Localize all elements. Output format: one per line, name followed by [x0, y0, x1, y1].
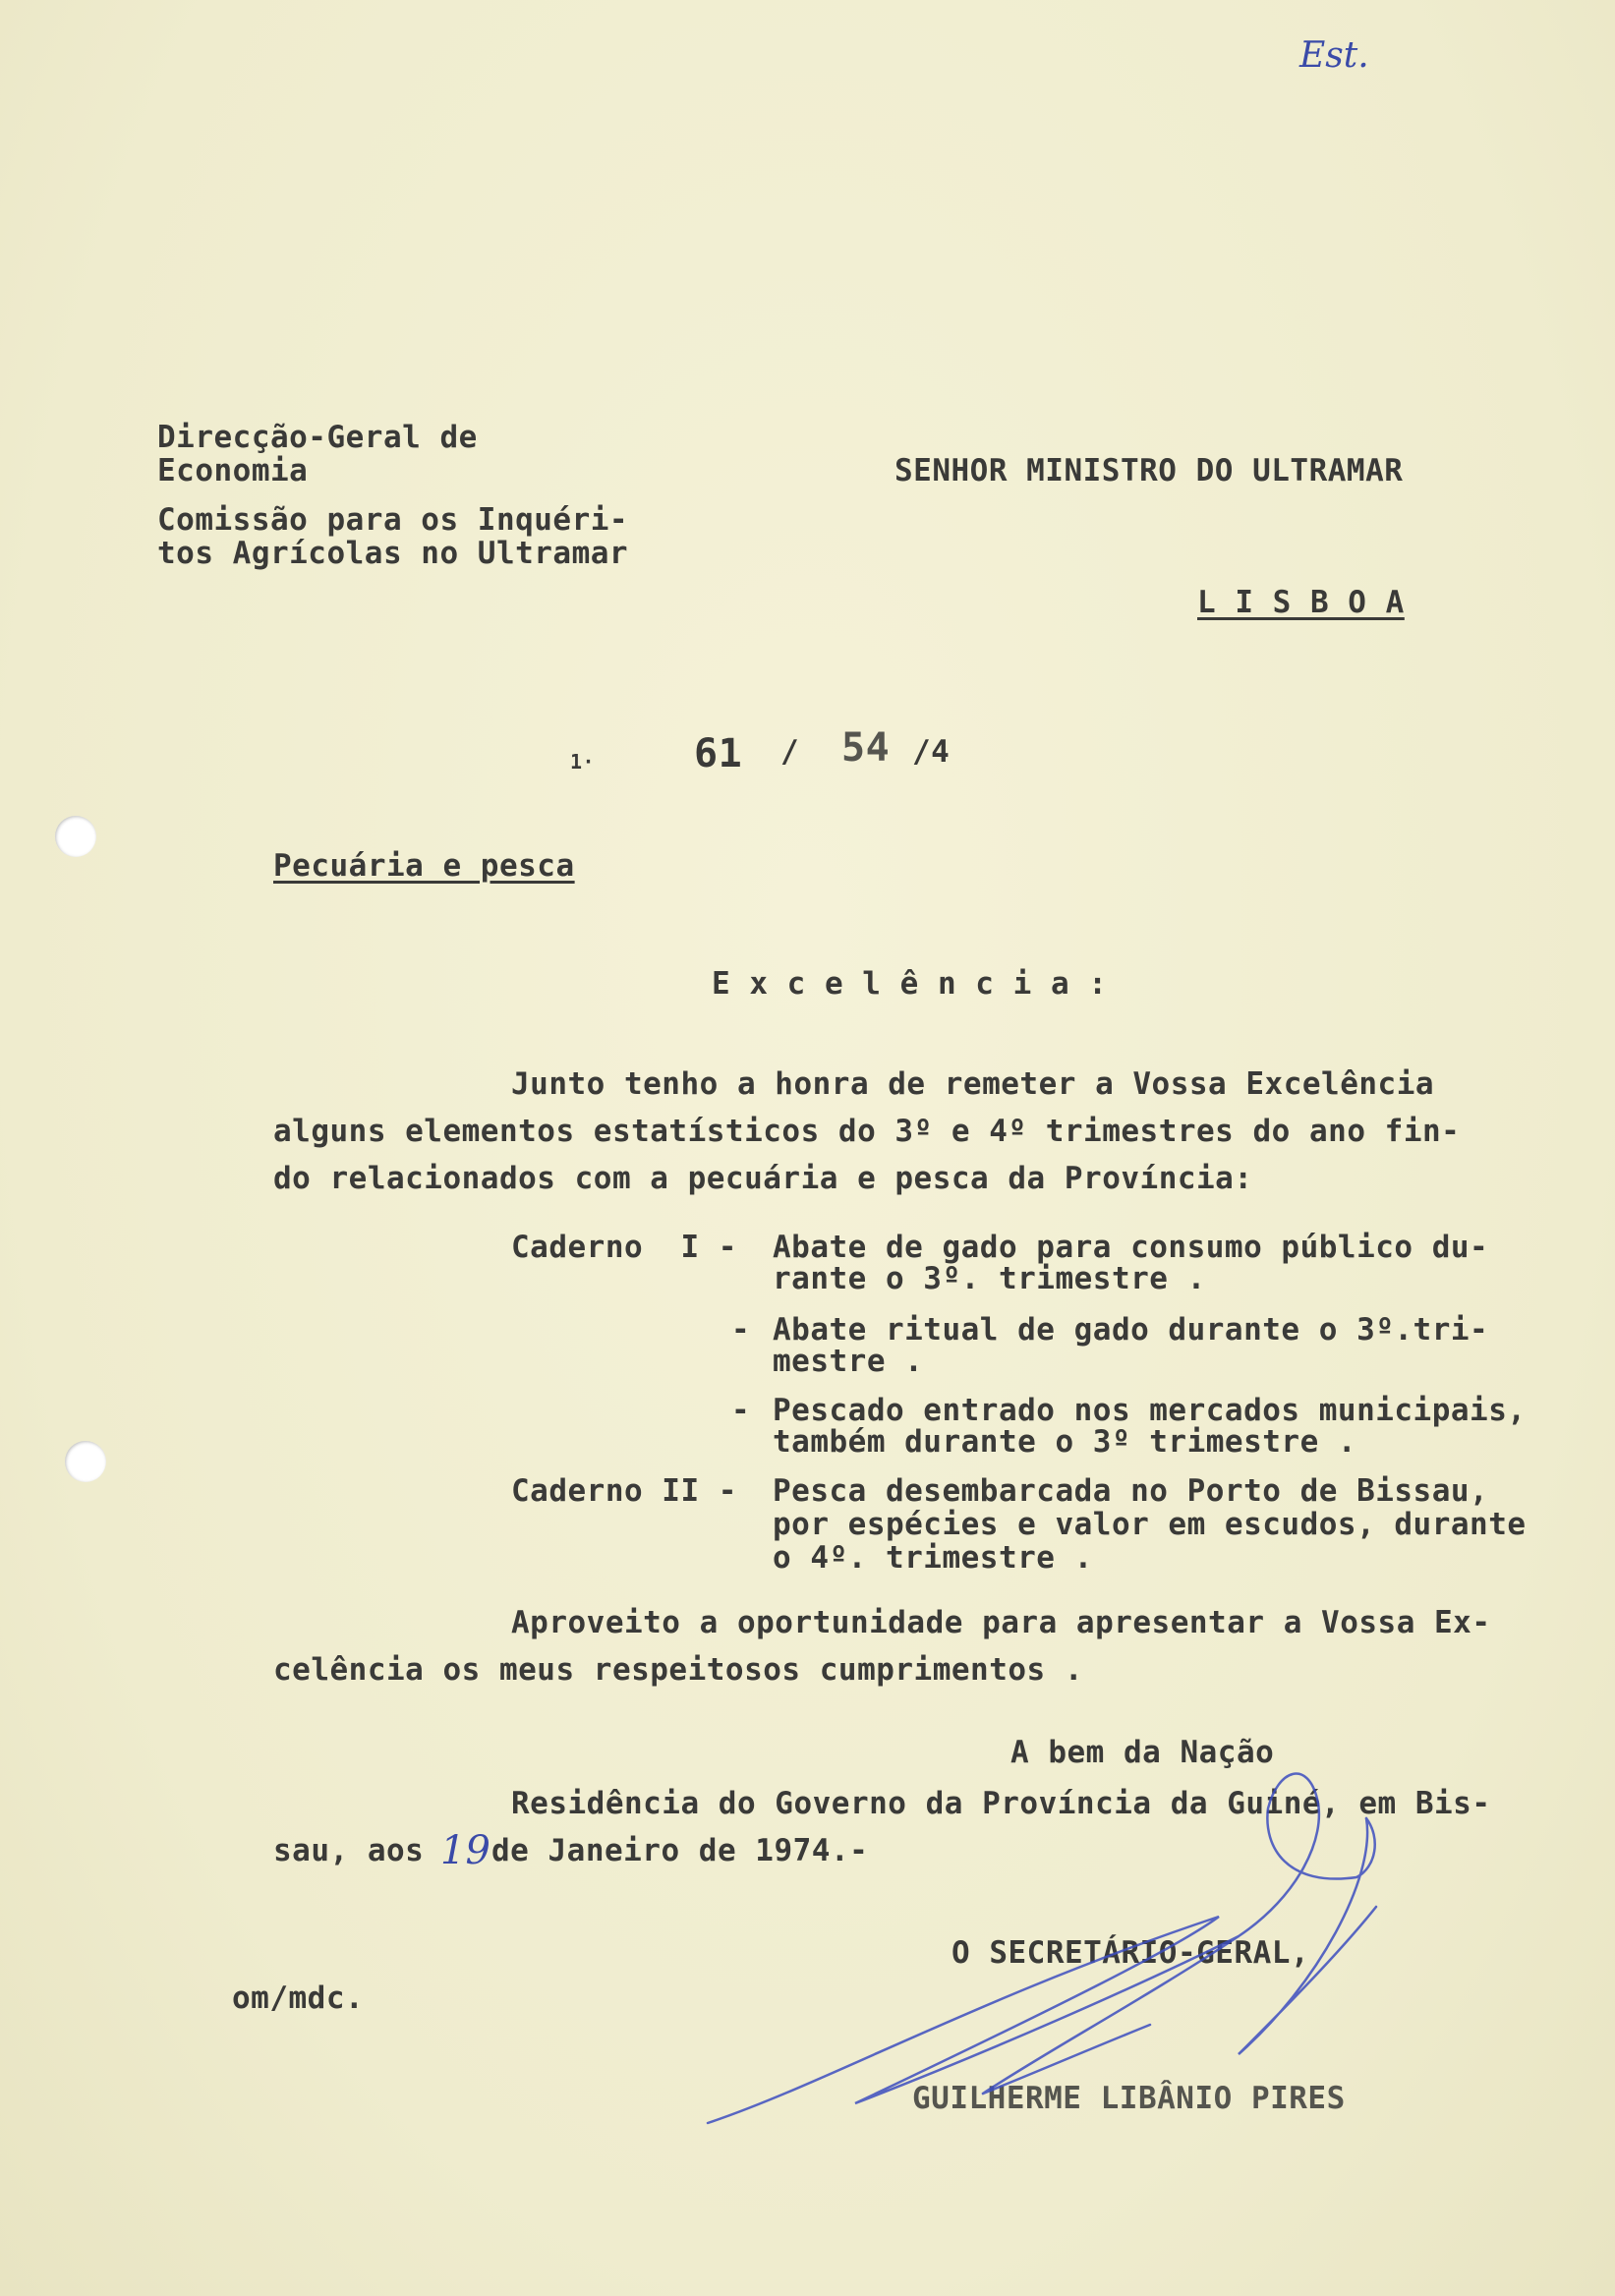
item-line: mestre . — [773, 1344, 924, 1379]
body-line: Aproveito a oportunidade para apresentar a Vossa Ex- — [511, 1605, 1491, 1640]
subject-line: Pecuária e pesca — [273, 848, 575, 884]
item-line: Abate ritual de gado durante o 3º.tri- — [773, 1312, 1489, 1348]
item-label: - — [731, 1393, 751, 1428]
closing-line: Residência do Governo da Província da Guiné, em Bis- — [511, 1786, 1491, 1821]
sender-line: Comissão para os Inquéri- — [157, 502, 629, 538]
body-line: alguns elementos estatísticos do 3º e 4º trimestres do ano fin- — [273, 1114, 1461, 1149]
punch-hole — [55, 816, 96, 857]
handwritten-annotation: Est. — [1299, 35, 1369, 76]
item-label: Caderno I - — [511, 1230, 737, 1265]
recipient-city: L I S B O A — [1197, 585, 1405, 620]
reference-prefix: 1· — [570, 750, 596, 774]
item-line: Abate de gado para consumo público du- — [773, 1230, 1489, 1265]
signatory-title: O SECRETÁRIO-GERAL, — [952, 1935, 1310, 1971]
sender-line: Economia — [157, 453, 309, 488]
date-prefix: sau, aos — [273, 1833, 425, 1868]
sender-line: tos Agrícolas no Ultramar — [157, 536, 629, 571]
body-line: Junto tenho a honra de remeter a Vossa Excelência — [511, 1066, 1435, 1102]
handwritten-day: 19 — [440, 1828, 490, 1873]
reference-number: 54 — [841, 725, 891, 771]
reference-suffix: /4 — [912, 734, 951, 770]
typist-initials: om/mdc. — [232, 1980, 365, 2016]
signatory-name: GUILHERME LIBÂNIO PIRES — [912, 2081, 1346, 2116]
item-line: Pesca desembarcada no Porto de Bissau, — [773, 1473, 1489, 1509]
body-line: do relacionados com a pecuária e pesca da Província: — [273, 1161, 1253, 1196]
item-line: Pescado entrado nos mercados municipais, — [773, 1393, 1527, 1428]
punch-hole — [65, 1441, 106, 1482]
handwritten-signature — [688, 1759, 1396, 2133]
item-label: Caderno II - — [511, 1473, 737, 1509]
item-line: o 4º. trimestre . — [773, 1540, 1093, 1576]
sender-line: Direcção-Geral de — [157, 420, 478, 455]
item-line: rante o 3º. trimestre . — [773, 1261, 1206, 1296]
item-line: por espécies e valor em escudos, durante — [773, 1507, 1527, 1542]
reference-separator: / — [780, 734, 800, 770]
item-line: também durante o 3º trimestre . — [773, 1424, 1357, 1460]
date-suffix: de Janeiro de 1974.- — [491, 1833, 869, 1868]
body-line: celência os meus respeitosos cumprimentos . — [273, 1652, 1084, 1688]
reference-number: 61 — [694, 731, 743, 776]
salutation: E x c e l ê n c i a : — [712, 966, 1108, 1002]
item-label: - — [731, 1312, 751, 1348]
closing-line: A bem da Nação — [1010, 1735, 1275, 1770]
recipient-title: SENHOR MINISTRO DO ULTRAMAR — [894, 453, 1404, 488]
